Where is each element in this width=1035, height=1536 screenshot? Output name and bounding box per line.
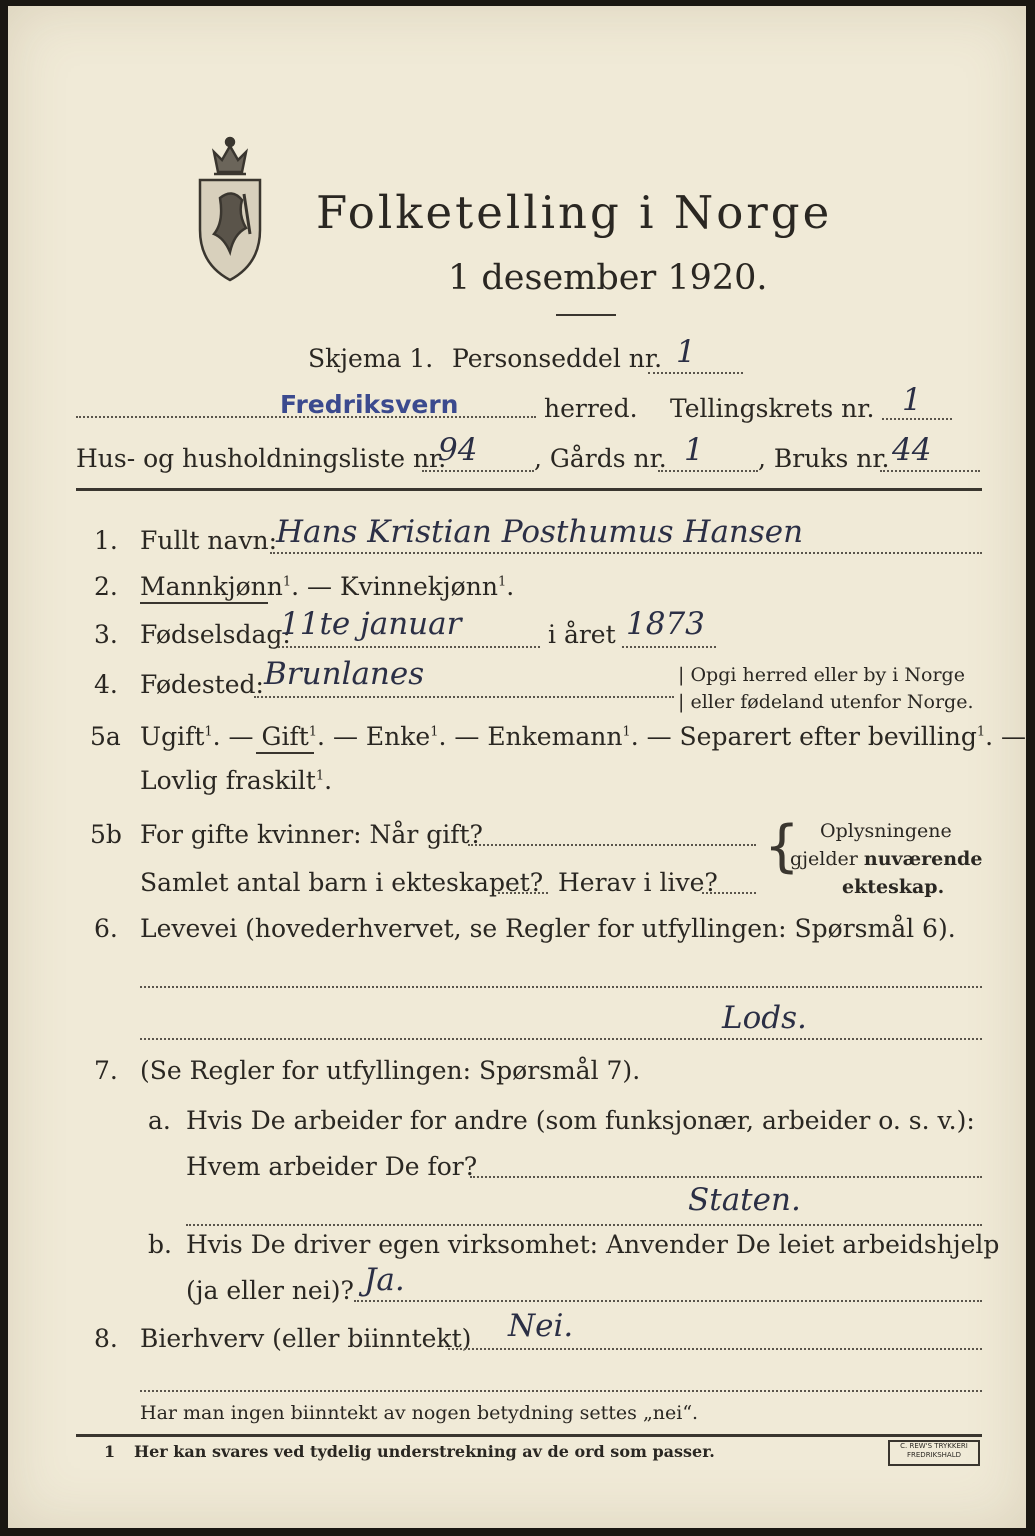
employer-value[interactable]: Staten. [688, 1182, 801, 1218]
gift-underline [256, 752, 314, 754]
male-option[interactable]: Mannkjønn [140, 572, 283, 601]
separert-option[interactable]: Separert efter bevilling [679, 722, 977, 751]
q6-dots-1 [140, 986, 982, 988]
q5b-brace: { [764, 814, 800, 879]
hus-label: Hus- og husholdningsliste nr. [76, 444, 447, 473]
q6-number: 6. [94, 914, 118, 943]
herred-label: herred. [544, 394, 638, 423]
occupation-value[interactable]: Lods. [722, 1000, 807, 1036]
footnote-text: Her kan svares ved tydelig understrekning av de ord som passer. [134, 1442, 715, 1461]
q5b-note-line2: gjelder nuværende [790, 848, 983, 870]
q6-dots-2 [140, 1038, 982, 1040]
birthplace-value[interactable]: Brunlanes [264, 656, 425, 692]
q3-year-dots [622, 646, 716, 648]
bruks-label: , Bruks nr. [758, 444, 890, 473]
q7-label: (Se Regler for utfyllingen: Spørsmål 7). [140, 1056, 641, 1085]
bruks-value[interactable]: 44 [892, 432, 932, 468]
hired-help-value[interactable]: Ja. [364, 1262, 405, 1298]
q7a-dots-1 [470, 1176, 982, 1178]
q7a-line1: Hvis De arbeider for andre (som funksjonær, arbeider o. s. v.): [186, 1106, 975, 1135]
census-form [8, 6, 1026, 1528]
male-underline [140, 602, 268, 604]
q1-label: Fullt navn: [140, 526, 278, 555]
q3-day-dots [278, 646, 540, 648]
census-date: 1 desember 1920. [448, 258, 768, 298]
q7b-line1: Hvis De driver egen virksomhet: Anvender De leiet arbeidshjelp [186, 1230, 1000, 1259]
q3-number: 3. [94, 620, 118, 649]
q7b-line2: (ja eller nei)? [186, 1276, 354, 1305]
gards-label: , Gårds nr. [534, 444, 667, 473]
footnote-mark: 1 [104, 1442, 116, 1461]
q1-number: 1. [94, 526, 118, 555]
q7b-dots [354, 1300, 982, 1302]
q5b-alive-dots [702, 892, 756, 894]
q4-number: 4. [94, 670, 118, 699]
personseddel-label: Personseddel nr. [452, 344, 663, 373]
q7b-letter: b. [148, 1230, 172, 1259]
printer-stamp: C. REW'S TRYKKERI FREDRIKSHALD [888, 1440, 980, 1466]
q8-dots-1 [448, 1348, 982, 1350]
q5b-when-dots [468, 844, 756, 846]
q1-dots [270, 552, 982, 554]
q4-note-line1: | Opgi herred eller by i Norge [678, 664, 965, 686]
q3-year-label: i året [548, 620, 616, 649]
q4-note-line2: | eller fødeland utenfor Norge. [678, 691, 974, 713]
q4-dots [254, 696, 674, 698]
q5b-number: 5b [90, 820, 122, 849]
q6-label: Levevei (hovederhvervet, se Regler for utfyllingen: Spørsmål 6). [140, 914, 956, 943]
q8-label: Bierhverv (eller biinntekt) [140, 1324, 472, 1353]
tellingskrets-label: Tellingskrets nr. [670, 394, 875, 423]
q2-number: 2. [94, 572, 118, 601]
q2-options: Mannkjønn$^1$. — Kvinnekjønn$^1$. [140, 572, 515, 601]
q5b-label2: Samlet antal barn i ekteskapet? [140, 868, 544, 897]
fraskilt-option[interactable]: Lovlig fraskilt [140, 766, 316, 795]
coat-of-arms-icon [190, 134, 270, 284]
q7a-dots-2 [186, 1224, 982, 1226]
footer-note: Har man ingen biinntekt av nogen betydning settes „nei“. [140, 1402, 699, 1424]
enkemann-option[interactable]: Enkemann [487, 722, 623, 751]
q7-number: 7. [94, 1056, 118, 1085]
q5b-label3: Herav i live? [558, 868, 718, 897]
hus-value[interactable]: 94 [438, 432, 478, 468]
form-title: Folketelling i Norge [316, 186, 833, 239]
q5b-label1: For gifte kvinner: Når gift? [140, 820, 483, 849]
bruks-dots [880, 470, 980, 472]
q8-dots-2 [140, 1390, 982, 1392]
q8-number: 8. [94, 1324, 118, 1353]
gards-value[interactable]: 1 [684, 432, 704, 468]
female-option[interactable]: Kvinnekjønn [339, 572, 498, 601]
tellingskrets-value[interactable]: 1 [902, 382, 922, 418]
skjema-label: Skjema 1. [308, 344, 434, 373]
q4-label: Fødested: [140, 670, 264, 699]
q5b-note-line3: ekteskap. [842, 876, 945, 898]
q5b-note-line1: Oplysningene [820, 820, 952, 842]
q5a-options: Ugift$^1$. — Gift$^1$. — Enke$^1$. — Enkemann$^1$. — Separert efter bevilling$^1$. — [140, 722, 1027, 751]
gards-dots [658, 470, 758, 472]
tellingskrets-dots [882, 418, 952, 420]
q7a-letter: a. [148, 1106, 171, 1135]
gift-option[interactable]: Gift [261, 722, 309, 751]
hus-dots [422, 470, 534, 472]
birth-year-value[interactable]: 1873 [626, 606, 705, 642]
personseddel-dots [648, 372, 743, 374]
q5b-children-dots [498, 892, 548, 894]
side-income-value[interactable]: Nei. [508, 1308, 574, 1344]
personseddel-value[interactable]: 1 [676, 334, 696, 370]
header-separator [76, 488, 982, 491]
birth-day-value[interactable]: 11te januar [280, 606, 462, 642]
footer-separator [76, 1434, 982, 1437]
title-divider [556, 314, 616, 316]
herred-value[interactable]: Fredriksvern [280, 390, 459, 419]
enke-option[interactable]: Enke [365, 722, 431, 751]
q5a-number: 5a [90, 722, 121, 751]
q7a-line2: Hvem arbeider De for? [186, 1152, 478, 1181]
fraskilt-line: Lovlig fraskilt$^1$. [140, 766, 333, 795]
full-name-value[interactable]: Hans Kristian Posthumus Hansen [276, 514, 804, 550]
ugift-option[interactable]: Ugift [140, 722, 205, 751]
q3-label: Fødselsdag: [140, 620, 291, 649]
